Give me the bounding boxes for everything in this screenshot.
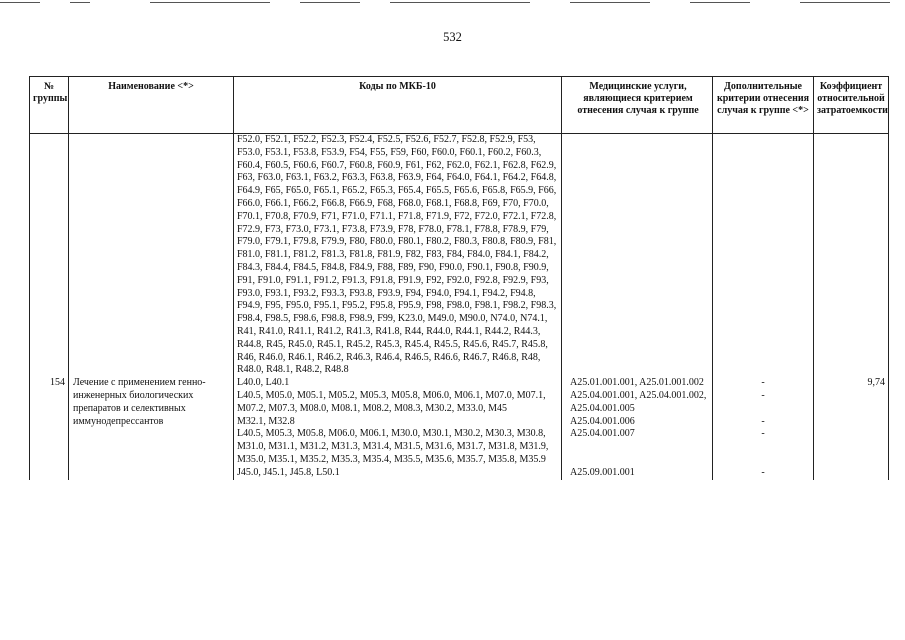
table-row-group-154 xyxy=(30,377,889,390)
row-codes: L40.5, M05.3, M05.8, M06.0, M06.1, M30.0, M30.1, M30.2, M30.3, M30.8, M31.0, M31.1, M31.2, M31.3, M31.4, M31.5, M31.6, M31.7, M31.8, M31.9, M35.0, M35.1, M35.2, M35.3, M35.4, M35.5, M35.6, M35.7, M35.8, M35.9 xyxy=(234,428,562,466)
row-criteria: - xyxy=(713,390,814,416)
header-coefficient: Коэффициент относительной затратоемкости xyxy=(814,77,889,134)
row-criteria: - xyxy=(713,428,814,466)
row-codes: L40.0, L40.1 xyxy=(234,377,562,390)
row-codes: J45.0, J45.1, J45.8, L50.1 xyxy=(234,467,562,480)
group-number: 154 xyxy=(30,377,69,479)
row-codes: L40.5, M05.0, M05.1, M05.2, M05.3, M05.8, M06.0, M06.1, M07.0, M07.1, M07.2, M07.3, M08.0, M08.1, M08.2, M08.3, M30.2, M33.0, M45 xyxy=(234,390,562,416)
row-criteria: - xyxy=(713,416,814,429)
row-criteria: - xyxy=(713,467,814,480)
criteria-table xyxy=(29,76,889,480)
group-coefficient: 9,74 xyxy=(814,377,889,479)
header-additional-criteria: Дополнительные критерии отнесения случая к группе <*> xyxy=(713,77,814,134)
row-services: A25.04.001.001, A25.04.001.002, A25.04.001.005 xyxy=(562,390,713,416)
row-criteria: - xyxy=(713,377,814,390)
page-number: 532 xyxy=(443,30,462,44)
header-name: Наименование <*> xyxy=(69,77,234,134)
row-services: A25.04.001.007 xyxy=(562,428,713,466)
continuation-codes: F52.0, F52.1, F52.2, F52.3, F52.4, F52.5, F52.6, F52.7, F52.8, F52.9, F53, F53.0, F53.1, F53.8, F53.9, F54, F55, F59, F60, F60.0, F60.1, F60.2, F60.3, F60.4, F60.5, F60.6, F60.7, F60.8, F60.9, F61, F62, F62.0, F62.1, F62.8, F62.9, F63, F63.0, F63.1, F63.2, F63.3, F63.8, F63.9, F64, F64.0, F64.1, F64.2, F64.8, F64.9, F65, F65.0, F65.1, F65.2, F65.3, F65.4, F65.5, F65.6, F65.8, F65.9, F66, F66.0, F66.1, F66.2, F66.8, F66.9, F68, F68.0, F68.1, F68.8, F69, F70, F70.0, F70.1, F70.8, F70.9, F71, F71.0, F71.1, F71.8, F71.9, F72, F72.0, F72.1, F72.8, F72.9, F73, F73.0, F73.1, F73.8, F73.9, F78, F78.0, F78.1, F78.8, F78.9, F79, F79.0, F79.1, F79.8, F79.9, F80, F80.0, F80.1, F80.2, F80.3, F80.8, F80.9, F81, F81.0, F81.1, F81.2, F81.3, F81.8, F81.9, F82, F83, F84, F84.0, F84.1, F84.2, F84.3, F84.4, F84.5, F84.8, F84.9, F88, F89, F90, F90.0, F90.1, F90.8, F90.9, F91, F91.0, F91.1, F91.2, F91.3, F91.8, F91.9, F92, F92.0, F92.8, F92.9, F93, F93.0, F93.1, F93.2, F93.3, F93.8, F93.9, F94, F94.0, F94.1, F94.2, F94.8, F94.9, F95, F95.0, F95.1, F95.2, F95.8, F95.9, F98, F98.0, F98.1, F98.2, F98.3, F98.4, F98.5, F98.6, F98.8, F98.9, F99, K23.0, M49.0, M90.0, N74.0, N74.1, R41, R41.0, R41.1, R41.2, R41.3, R41.8, R44, R44.0, R44.1, R44.2, R44.3, R44.8, R45, R45.0, R45.1, R45.2, R45.3, R45.4, R45.5, R45.6, R45.7, R45.8, R46, R46.0, R46.1, R46.2, R46.3, R46.4, R46.5, R46.6, R46.7, R46.8, R48, R48.0, R48.1, R48.2, R48.8 xyxy=(234,134,562,378)
row-services: A25.01.001.001, A25.01.001.002 xyxy=(562,377,713,390)
row-codes: M32.1, M32.8 xyxy=(234,416,562,429)
header-row xyxy=(30,77,889,134)
row-services: A25.04.001.006 xyxy=(562,416,713,429)
header-group-number: № группы xyxy=(30,77,69,134)
header-medical-services: Медицинские услуги, являющиеся критерием отнесения случая к группе xyxy=(562,77,713,134)
page-top-edge xyxy=(0,2,905,4)
row-services: A25.09.001.001 xyxy=(562,467,713,480)
table-row-continuation xyxy=(30,134,889,378)
group-name: Лечение с применением генно-инженерных биологических препаратов и селективных иммунодепрессантов xyxy=(69,377,234,479)
header-icd10-codes: Коды по МКБ-10 xyxy=(234,77,562,134)
